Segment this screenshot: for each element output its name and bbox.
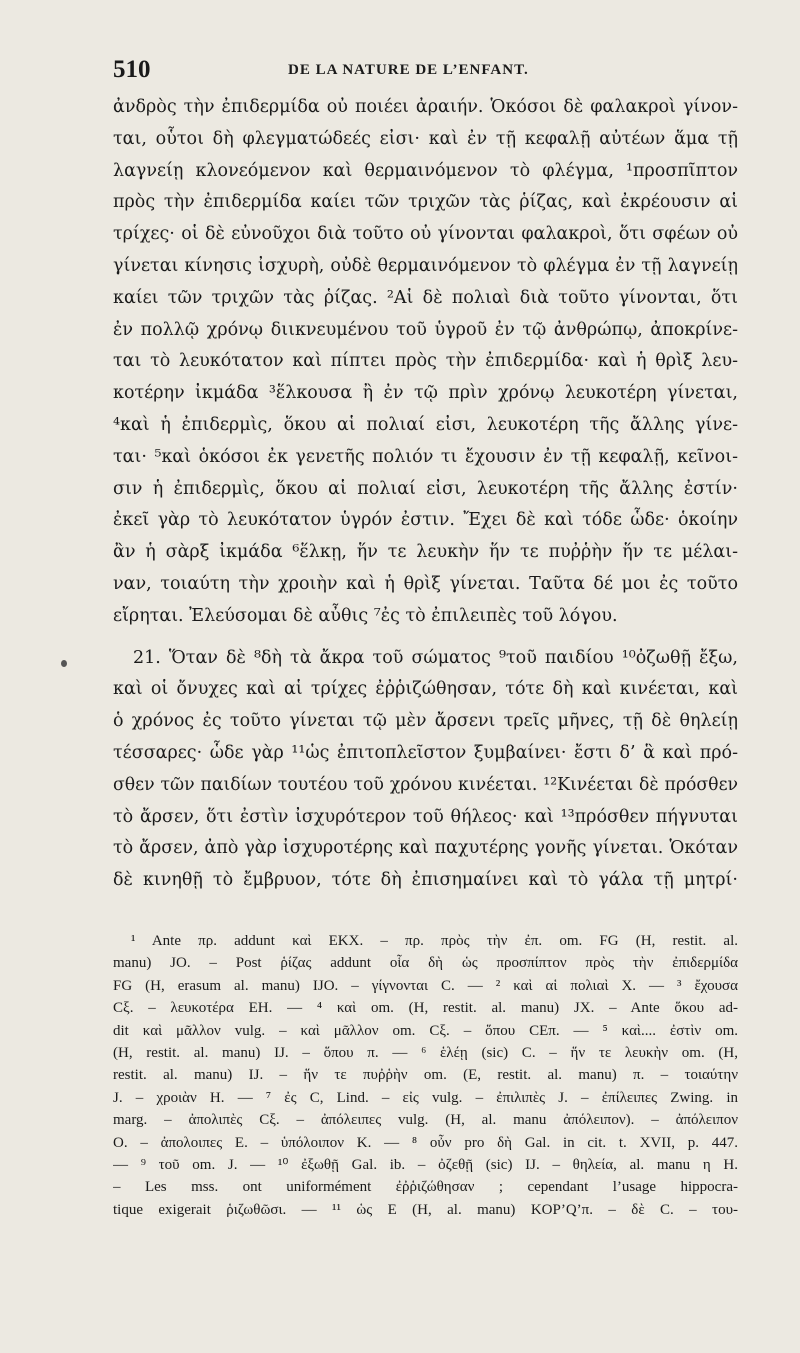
section-21-first-line: 21. Ὅταν δὲ ⁸δὴ τὰ ἄκρα τοῦ σώματος ⁹τοῦ παιδίου ¹⁰ὀζωθῇ ἔξω, <box>133 647 738 668</box>
text-line: ἐν πολλῷ χρόνῳ διικνευμένου τοῦ ὑγροῦ ἐν τῷ ἀνθρώπῳ, ἀποκρίνε- <box>113 319 738 340</box>
text-line: σθεν τῶν παιδίων τουτέου τοῦ χρόνου κινέεται. ¹²Κινέεται δὲ πρόσθεν <box>113 774 738 795</box>
footnote-line: – Les mss. ont uniformément ἐῤῥιζώθησαν ; cependant l’usage hippocra- <box>113 1179 738 1196</box>
text-line: ἀνδρὸς τὴν ἐπιδερμίδα οὐ ποιέει ἀραιήν. Ὁκόσοι δὲ φαλακροὶ γίνον- <box>113 97 738 117</box>
text-line: ἐκεῖ γὰρ τὸ λευκότατον ὑγρόν ἐστιν. Ἔχει δὲ καὶ τόδε ὧδε· ὁκοίην <box>113 510 738 531</box>
text-line: πρὸς τὴν ἐπιδερμίδα καίει τῶν τριχῶν τὰς ῥίζας, καὶ ἐκρέουσιν αἱ <box>113 192 738 213</box>
text-line: λαγνείῃ κλονεόμενον καὶ θερμαινόμενον τὸ φλέγμα, ¹προσπῖπτον <box>113 160 738 181</box>
text-line: καίει τῶν τριχῶν τὰς ῥίζας. ²Αἱ δὲ πολιαὶ διὰ τοῦτο γίνονται, ὅτι <box>113 287 738 308</box>
ink-spot <box>61 660 67 667</box>
page-header <box>113 56 738 90</box>
text-line: ται· ⁵καὶ ὁκόσοι ἐκ γενετῆς πολιόν τι ἔχουσιν ἐν τῇ κεφαλῇ, κεῖνοι- <box>113 446 738 467</box>
text-line: τρίχες· οἱ δὲ εὐνοῦχοι διὰ τοῦτο οὐ γίνονται φαλακροὶ, ὅτι σφέων οὐ <box>113 224 738 245</box>
footnote-line: ¹ Ante πρ. addunt καὶ EKX. – πρ. πρὸς τὴν ἐπ. om. FG (H, restit. al. <box>131 933 738 949</box>
text-line: ὁ χρόνος ἐς τοῦτο γίνεται τῷ μὲν ἄρσενι τρεῖς μῆνες, τῇ δὲ θηλείῃ <box>113 711 738 732</box>
text-line: σιν ἡ ἐπιδερμὶς, ὅκου αἱ πολιαί εἰσι, λευκοτέρη τῆς ἄλλης ἐστίν· <box>113 478 738 499</box>
footnote-line: (H, restit. al. manu) IJ. – ὅπου π. — ⁶ ἑλέῃ (sic) C. – ἥν τε λευκὴν om. (H, <box>113 1044 738 1061</box>
footnote-line: dit καὶ μᾶλλον vulg. – καὶ μᾶλλον om. Cξ. – ὅπου CEπ. — ⁵ καὶ.... ἐστὶν om. <box>113 1022 738 1039</box>
page-number: 510 <box>113 56 151 83</box>
paragraph-gap <box>113 633 738 643</box>
footnote-line: O. – ἀπολοιπες E. – ὑπόλοιπον K. — ⁸ οὖν pro δὴ Gal. in cit. t. XVII, p. 447. <box>113 1134 738 1151</box>
footnote-line: restit. al. manu) IJ. – ἥν τε πυῤῥὴν om. (E, restit. al. manu) π. – τοιαύτην <box>113 1067 738 1084</box>
main-text <box>113 92 738 897</box>
footnotes <box>113 930 738 1221</box>
text-line: τὸ ἄρσεν, ἀπὸ γὰρ ἰσχυροτέρης καὶ παχυτέρης γονῆς γίνεται. Ὁκόταν <box>113 838 738 859</box>
text-line: ⁴καὶ ἡ ἐπιδερμὶς, ὅκου αἱ πολιαί εἰσι, λευκοτέρη τῆς ἄλλης γίνε- <box>113 414 738 435</box>
text-line: ται, οὗτοι δὴ φλεγματώδεές εἰσι· καὶ ἐν τῇ κεφαλῇ αὐτέων ἅμα τῇ <box>113 128 738 149</box>
footnote-line: FG (H, erasum al. manu) IJO. – γίγνονται C. — ² καὶ αἱ πολιαὶ X. — ³ ἔχουσα <box>113 977 738 994</box>
text-line: ἂν ἡ σὰρξ ἰκμάδα ⁶ἕλκῃ, ἥν τε λευκὴν ἥν τε πυῤῥὴν ἥν τε μέλαι- <box>113 542 738 563</box>
text-line: κοτέρην ἰκμάδα ³ἕλκουσα ἢ ἐν τῷ πρὶν χρόνῳ λευκοτέρη γίνεται, <box>113 383 738 404</box>
footnote-line: marg. – ἀπολιπὲς Cξ. – ἀπόλειπες vulg. (H, al. manu ἀπόλειπον). – ἀπόλειπον <box>113 1112 738 1129</box>
footnote-line: J. – χροιὰν H. — ⁷ ἐς C, Lind. – εἰς vulg. – ἐπιλιπὲς J. – ἐπίλειπες Zwing. in <box>113 1089 738 1106</box>
text-line: δὲ κινηθῇ τὸ ἔμβρυον, τότε δὴ ἐπισημαίνει καὶ τὸ γάλα τῇ μητρί· <box>113 870 738 891</box>
text-line: εἴρηται. Ἐλεύσομαι δὲ αὖθις ⁷ἐς τὸ ἐπιλειπὲς τοῦ λόγου. <box>113 605 618 626</box>
footnote-line: manu) JO. – Post ῥίζας addunt οἷα δὴ ὡς προσπίπτον πρὸς τὴν ἐπιδερμίδα <box>113 955 738 972</box>
footnote-line: Cξ. – λευκοτέρα EH. — ⁴ καὶ om. (H, restit. al. manu) JX. – Ante ὅκου ad- <box>113 1000 738 1017</box>
text-line: καὶ οἱ ὄνυχες καὶ αἱ τρίχες ἐῤῥιζώθησαν, τότε δὴ καὶ κινέεται, καὶ <box>113 679 738 700</box>
text-line: τὸ ἄρσεν, ὅτι ἐστὶν ἰσχυρότερον τοῦ θήλεος· καὶ ¹³πρόσθεν πήγνυται <box>113 806 738 827</box>
text-line: ναν, τοιαύτη τὴν χροιὴν καὶ ἡ θρὶξ γίνεται. Ταῦτα δέ μοι ἐς τοῦτο <box>113 573 738 594</box>
text-line: ται τὸ λευκότατον καὶ πίπτει πρὸς τὴν ἐπιδερμίδα· καὶ ἡ θρὶξ λευ- <box>113 351 738 372</box>
text-line: γίνεται κίνησις ἰσχυρὴ, οὐδὲ θερμαινόμενον τὸ φλέγμα ἐν τῇ λαγνείῃ <box>113 255 738 276</box>
footnote-line: — ⁹ τοῦ om. J. — ¹⁰ ἐξωθῇ Gal. ib. – ὀζεθῇ (sic) IJ. – θηλεία, al. manu η H. <box>113 1156 738 1173</box>
running-title: DE LA NATURE DE L’ENFANT. <box>288 62 529 78</box>
footnote-line: tique exigerait ῥιζωθῶσι. — ¹¹ ὡς E (H, al. manu) KOP’Q’π. – δὲ C. – του- <box>113 1201 738 1218</box>
text-line: τέσσαρες· ὧδε γὰρ ¹¹ὡς ἐπιτοπλεῖστον ξυμβαίνει· ἔστι δ’ ἃ καὶ πρό- <box>113 742 738 763</box>
